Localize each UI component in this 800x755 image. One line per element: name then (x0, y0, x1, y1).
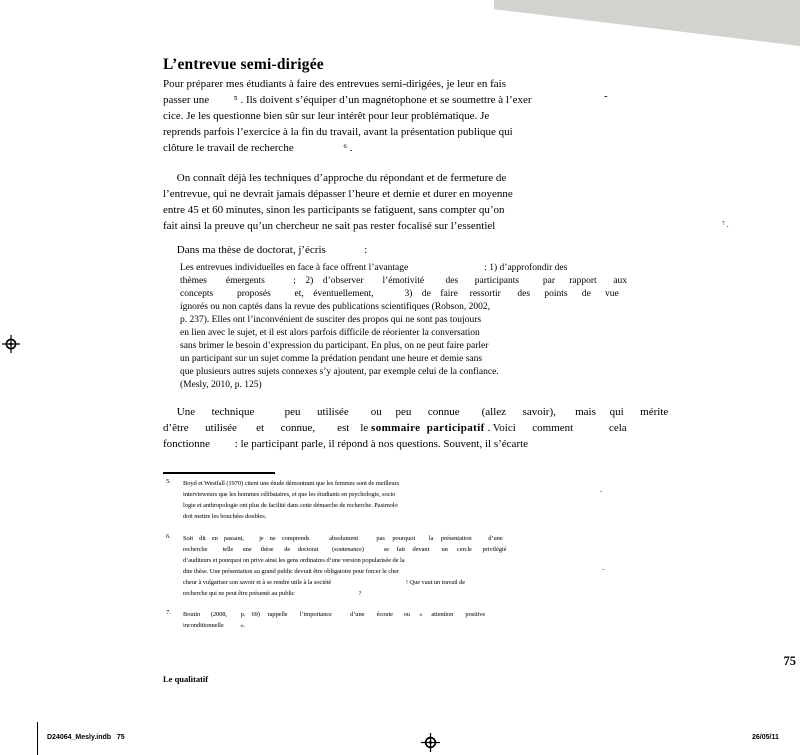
footnote-number: 6. (166, 533, 171, 540)
text-line: fonctionne : le participant parle, il répond à nos questions. Souvent, il s’écarte (163, 438, 529, 450)
footnote-line: recherche qui ne peut être présenté au public ? (183, 590, 362, 597)
text-line: l’entrevue, qui ne devrait jamais dépasser l’heure et demie et durer en moyenne (163, 188, 513, 200)
text-line: cice. Je les questionne bien sûr sur leur intérêt pour leur problématique. Je (163, 110, 490, 122)
quote-line: sans brimer le besoin d’expression du participant. En plus, on ne peut faire parler (180, 341, 489, 351)
footnote-line: dite thèse. Une présentation au grand public devrait être obligatoire pour forcer le cher (183, 568, 399, 575)
running-footer: Le qualitatif (163, 674, 209, 684)
quote-line: Les entrevues individuelles en face à face offrent l’avantage : 1) d’approfondir des (180, 263, 568, 273)
text-line: fait ainsi la preuve qu’un chercheur ne sait pas rester focalisé sur l’essentiel (163, 220, 496, 232)
footnote-6 (183, 533, 506, 599)
section-title: L’entrevue semi-dirigée (163, 56, 324, 73)
text-fragment: d’être utilisée et connue, est le (163, 422, 372, 434)
quote-intro-line: Dans ma thèse de doctorat, j’écris : (163, 244, 368, 256)
bold-key-term: sommaire participatif (371, 422, 485, 434)
quote-line: concepts proposés et, éventuellement, 3) de faire ressortir des points de vue (180, 289, 619, 299)
quote-line: thèmes émergents ; 2) d’observer l’émotivité des participants par rapport aux (180, 276, 628, 286)
footnote-line: doit mettre les bouchées doubles. (183, 513, 267, 520)
registration-mark-icon (2, 335, 20, 358)
registration-mark-icon (421, 733, 440, 755)
crop-mark (37, 722, 38, 755)
slug-filename: D24064_Mesly.indb 75 (47, 734, 125, 741)
text-line: Pour préparer mes étudiants à faire des entrevues semi-dirigées, je leur en fais (163, 78, 507, 90)
slug-date: 26/05/11 (752, 734, 779, 741)
stray-hyphen: - (600, 488, 603, 495)
footnote-7 (183, 609, 485, 631)
quote-line: un participant sur un sujet comme la prédation pendant une heure et demie sans (180, 354, 483, 364)
footnote-line: cheur à vulgariser son savoir et à se rendre utile à la société ! Que vaut un travail de (183, 579, 466, 586)
text-line (163, 420, 668, 436)
footnote-number: 7. (166, 609, 171, 616)
footnote-7-reference-marker: ⁷ . (722, 220, 729, 229)
footnote-5 (183, 478, 399, 522)
quote-line: que plusieurs autres sujets connexes s’y ajoutent, par exemple celui de la confiance. (180, 367, 499, 377)
stray-hyphen: - (602, 566, 605, 573)
quote-citation: (Mesly, 2010, p. 125) (180, 380, 262, 390)
footnote-separator-rule (163, 472, 275, 474)
text-line: Une technique peu utilisée ou peu connue (allez savoir), mais qui mérite (163, 406, 669, 418)
paragraph-3 (163, 404, 668, 452)
quote-line: ignorés ou non captés dans la revue des publications scientifiques (Robson, 2002, (180, 302, 491, 312)
quote-line: p. 237). Elles ont l’inconvénient de susciter des propos qui ne sont pas toujours (180, 315, 482, 325)
text-line: passer une ⁵ . Ils doivent s’équiper d’un magnétophone et se soumettre à l’exer (163, 94, 532, 106)
footnote-line: Boutin (2008, p. 69) rappelle l’importance d’une écoute ou « attention positive (183, 611, 486, 618)
quote-line: en lien avec le sujet, et il est alors parfois difficile de réorienter la conversation (180, 328, 480, 338)
footnote-line: d’auditeurs et pourquoi on prive ainsi les gens ordinaires d’une version popularisée de la (183, 557, 405, 564)
paragraph-2 (163, 170, 513, 234)
footnote-line: logie et anthropologie ont plus de facilité dans cette démarche de recherche. Pasimolo (183, 502, 398, 509)
footnote-line: intervieweurs que les hommes célibataires, et que les étudiants en psychologie, socio (183, 491, 396, 498)
footnote-line: recherche telle une thèse de doctorat (soutenance) se fait devant un cercle privilégié (183, 546, 507, 553)
footnote-line: Soit dit en passant, je ne comprends absolument pas pourquoi la présentation d’une (183, 535, 503, 542)
text-line: entre 45 et 60 minutes, sinon les participants se fatiguent, sans compter qu’on (163, 204, 505, 216)
text-fragment: . Voici comment cela (484, 422, 627, 434)
text-line: clôture le travail de recherche ⁶ . (163, 142, 353, 154)
footnote-line: inconditionnelle ». (183, 622, 246, 629)
footnote-line: Boyd et Westfall (1970) citent une étude démontrant que les femmes sont de meilleurs (183, 480, 400, 487)
block-quote (180, 262, 627, 392)
text-line: reprends parfois l’exercice à la fin du travail, avant la présentation publique qui (163, 126, 513, 138)
corner-wedge-decoration (494, 0, 800, 46)
text-line: On connaît déjà les techniques d’approche du répondant et de fermeture de (163, 172, 507, 184)
stray-hyphen: - (604, 90, 608, 102)
page-number: 75 (783, 654, 796, 668)
paragraph-1 (163, 76, 532, 156)
footnote-number: 5. (166, 478, 171, 485)
